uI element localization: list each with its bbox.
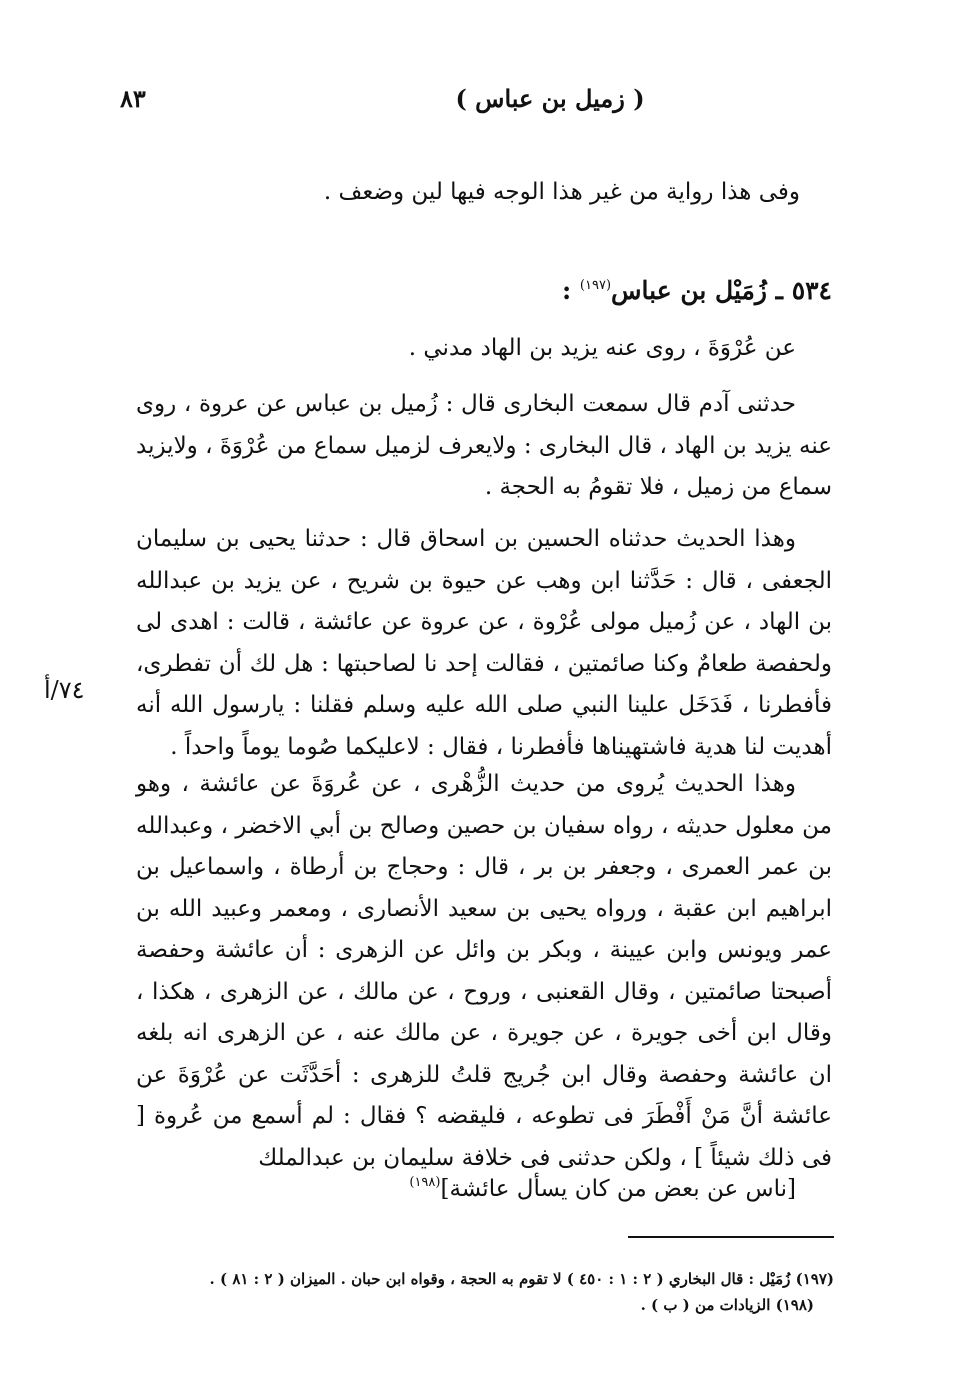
footnotes (130, 1266, 834, 1318)
intro-line: وفى هذا رواية من غير هذا الوجه فيها لين وضعف . (323, 179, 800, 205)
footnote-198 (130, 1292, 834, 1318)
paragraph-hadith: وهذا الحديث حدثناه الحسين بن اسحاق قال : حدثنا يحيى بن سليمان الجعفى ، قال : حَدَّثنا ابن وهب عن حيوة بن شريح ، عن يزيد بن عبدالله بن الهاد ، عن زُميل مولى عُرْوة ، عن عروة عن عائشة ، قالت : اهدى لى ولحفصة طعامٌ وكنا صائمتين ، فقالت إحد نا لصاحبتها : هل لك أن تفطرى، فأفطرنا ، فَدَخَل علينا النبي صلى الله عليه وسلم فقلنا : يارسول الله أنه أهديت لنا هدية فاشتهيناها فأفطرنا ، فقال : لاعليكما صُوما يوماً واحداً . (136, 526, 832, 760)
footnote-ref-198: (١٩٨) (409, 1175, 441, 1190)
paragraph-narrators: عن عُرْوَةَ ، روى عنه يزيد بن الهاد مدني . (408, 335, 796, 361)
footnote-197-text: (١٩٧) زُمَيْل : قال البخاري ( ٢ : ١ : ٤٥٠ ) لا تقوم به الحجة ، وقواه ابن حبان . الميزان ( ٢ : ٨١ ) . (209, 1270, 834, 1288)
paragraph-bukhari: حدثنى آدم قال سمعت البخارى قال : زُميل بن عباس عن عروة ، روى عنه يزيد بن الهاد ، قال البخارى : ولايعرف لزميل سماع من عُرْوَةَ ، ولايزيد سماع من زميل ، فلا تقومُ به الحجة . (136, 391, 832, 500)
footnote-198-text: (١٩٨) الزيادات من ( ب ) . (640, 1296, 814, 1314)
footnote-divider (628, 1236, 834, 1238)
page-number: ٨٣ (120, 84, 146, 113)
page-header (120, 84, 840, 124)
paragraph-bracket (136, 1162, 832, 1211)
footnote-197 (130, 1266, 834, 1292)
running-title: ( زميل بن عباس ) (455, 84, 645, 113)
entry-heading (136, 266, 832, 311)
footnote-ref-197: (١٩٧) (579, 278, 612, 293)
paragraph-zuhri: وهذا الحديث يُروى من حديث الزُّهْرى ، عن عُروَةَ عن عائشة ، وهو من معلول حديثه ، رواه سفيان بن حصين وصالح بن أبي الاخضر ، وعبدالله بن عمر العمرى ، وجعفر بن بر ، قال : وحجاج بن أرطاة ، واسماعيل بن ابراهيم ابن عقبة ، ورواه يحيى بن سعيد الأنصارى ، ومعمر وعبيد الله بن عمر ويونس وابن عيينة ، وبكر بن وائل عن الزهرى : أن عائشة وحفصة أصبحتا صائمتين ، وقال القعنبى ، وروح ، عن مالك ، عن الزهرى ، هكذا ، وقال ابن أخى جويرة ، عن جويرة ، عن مالك عنه ، عن الزهرى انه بلغه ان عائشة وحفصة وقال ابن جُريج قلتُ للزهرى : أحَدَّثَت عن عُرْوَةَ عن عائشة أنَّ مَنْ أَفْطَرَ فى تطوعه ، فليقضه ؟ فقال : لم أسمع من عُروة [ فى ذلك شيئاً ] ، ولكن حدثنى فى خلافة سليمان بن عبدالملك (136, 771, 832, 1171)
entry-heading-colon: : (561, 276, 580, 305)
margin-folio-note: ٧٤/أ (44, 676, 85, 704)
entry-heading-title: ٥٣٤ ـ زُمَيْل بن عباس (611, 276, 832, 305)
bracket-text: [ناس عن بعض من كان يسأل عائشة] (440, 1176, 796, 1202)
